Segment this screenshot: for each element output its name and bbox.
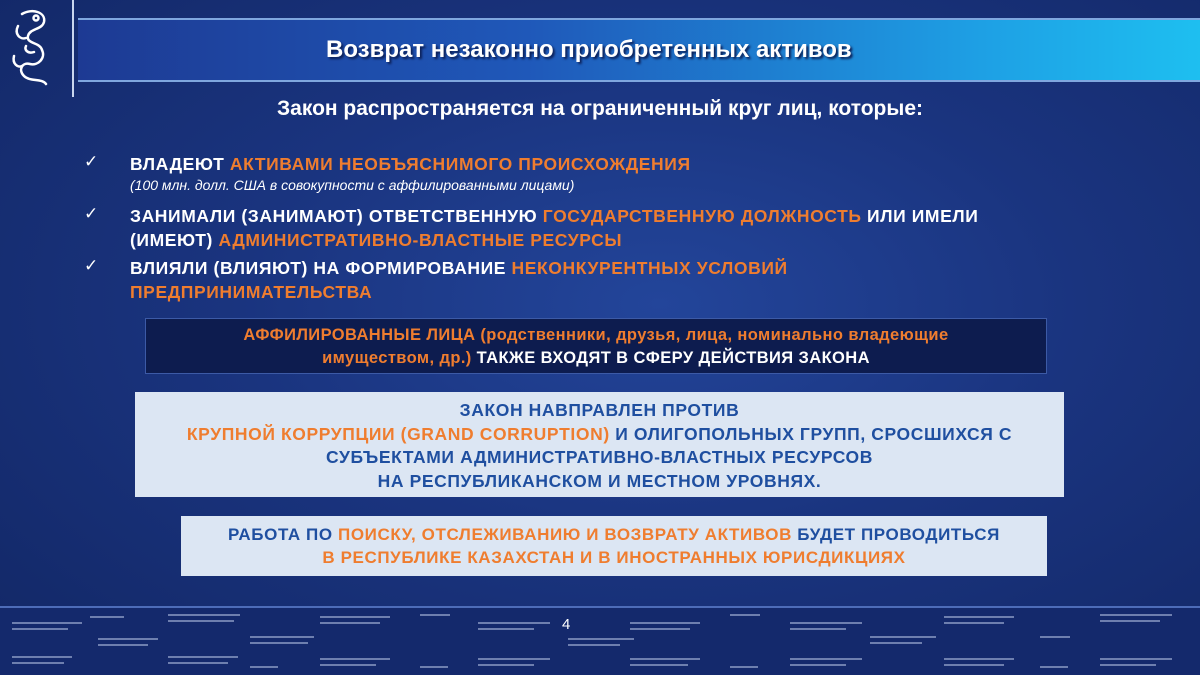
bullet-item-owners: [84, 152, 691, 194]
bullet-text-white: ВЛИЯЛИ (ВЛИЯЮТ) НА ФОРМИРОВАНИЕ: [130, 258, 512, 278]
subtitle: Закон распространяется на ограниченный круг лиц, которые:: [277, 97, 923, 120]
bullet-text-highlight: АКТИВАМИ НЕОБЪЯСНИМОГО ПРОИСХОЖДЕНИЯ: [229, 154, 691, 174]
bullet-text-white: (ИМЕЮТ): [130, 230, 219, 250]
law-target-box: [135, 392, 1064, 497]
bullet-text: [130, 256, 788, 280]
work-line-2: В РЕСПУБЛИКЕ КАЗАХСТАН И В ИНОСТРАННЫХ ЮРИСДИКЦИЯХ: [322, 548, 906, 567]
page-title: Возврат незаконно приобретенных активов: [326, 36, 852, 63]
law-highlight: КРУПНОЙ КОРРУПЦИИ (GRAND CORRUPTION): [186, 423, 610, 444]
law-text: И ОЛИГОПОЛЬНЫХ ГРУПП, СРОСШИХСЯ С: [609, 423, 1013, 444]
work-line-1: [181, 523, 1047, 546]
checkmark-icon: ✓: [84, 204, 99, 223]
bullet-note: (100 млн. долл. США в совокупности с аффилированными лицами): [130, 177, 575, 193]
affiliated-line-2: [146, 347, 1046, 370]
bullet-text-white: ЗАНИМАЛИ (ЗАНИМАЮТ) ОТВЕТСТВЕННУЮ: [130, 206, 543, 226]
affiliated-persons-box: [145, 318, 1047, 374]
footer-watermark-pattern: [0, 608, 1200, 675]
affiliated-text: ТАКЖЕ ВХОДЯТ В СФЕРУ ДЕЙСТВИЯ ЗАКОНА: [471, 349, 870, 367]
bullet-text-highlight: ПРЕДПРИНИМАТЕЛЬСТВА: [130, 282, 373, 302]
bullet-item-influencers: [84, 256, 788, 304]
checkmark-icon: ✓: [84, 256, 99, 275]
bullet-text-white: ВЛАДЕЮТ: [130, 154, 230, 174]
work-highlight: ПОИСКУ, ОТСЛЕЖИВАНИЮ И ВОЗВРАТУ АКТИВОВ: [338, 525, 792, 544]
law-line-1: ЗАКОН НАВПРАВЛЕН ПРОТИВ: [459, 400, 740, 420]
law-line-3: СУБЪЕКТАМИ АДМИНИСТРАТИВНО-ВЛАСТНЫХ РЕСУРСОВ: [326, 447, 873, 467]
work-text: РАБОТА ПО: [227, 525, 339, 544]
snow-leopard-logo-icon: [8, 8, 58, 88]
footer-band: [0, 606, 1200, 675]
bullet-text: [130, 228, 978, 252]
bullet-text: [130, 204, 978, 228]
law-line-4: НА РЕСПУБЛИКАНСКОМ И МЕСТНОМ УРОВНЯХ.: [377, 470, 822, 491]
bullet-text-highlight: НЕКОНКУРЕНТНЫХ УСЛОВИЙ: [511, 258, 788, 278]
affiliated-highlight: имуществом, др.): [322, 349, 472, 367]
bullet-item-officials: [84, 204, 978, 252]
bullet-text-white: ИЛИ ИМЕЛИ: [861, 206, 979, 226]
bullet-text: [130, 152, 691, 176]
bullet-text-highlight: АДМИНИСТРАТИВНО-ВЛАСТНЫЕ РЕСУРСЫ: [218, 230, 623, 250]
asset-recovery-box: [181, 516, 1047, 576]
law-line-2: [135, 423, 1064, 447]
page-number: 4: [562, 616, 571, 633]
work-text: БУДЕТ ПРОВОДИТЬСЯ: [791, 525, 1000, 544]
checkmark-icon: ✓: [84, 152, 99, 171]
bullet-text-highlight: ГОСУДАРСТВЕННУЮ ДОЛЖНОСТЬ: [542, 206, 862, 226]
header-divider: [72, 0, 74, 97]
bullet-text: [130, 280, 788, 304]
affiliated-line-1: АФФИЛИРОВАННЫЕ ЛИЦА (родственники, друзья, лица, номинально владеющие: [243, 326, 949, 344]
